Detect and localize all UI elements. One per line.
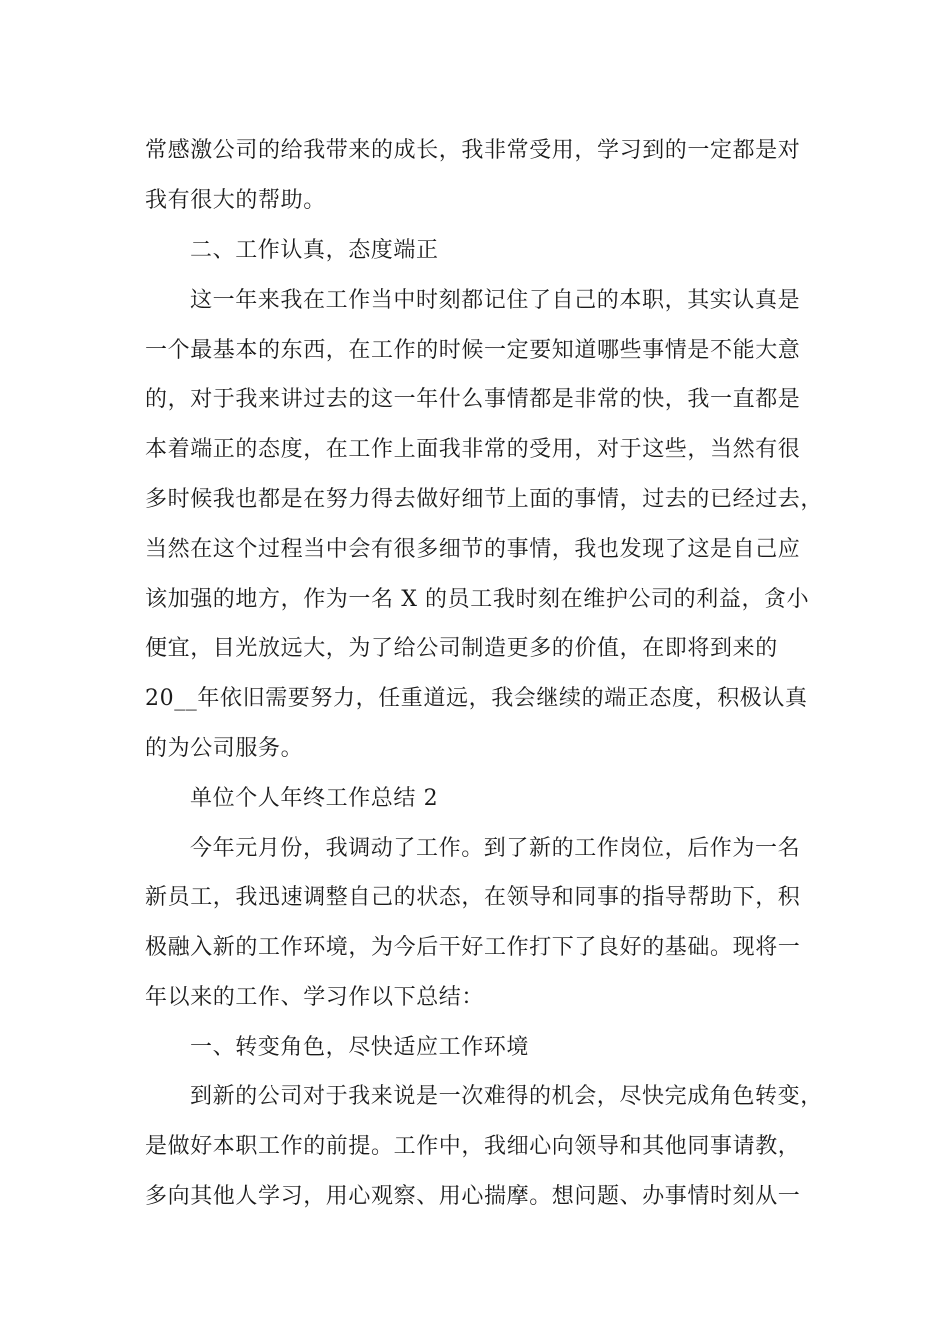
paragraph-line: 到新的公司对于我来说是一次难得的机会，尽快完成角色转变， [190,1084,823,1109]
paragraph-line: 年以来的工作、学习作以下总结： [145,985,485,1010]
paragraph-line: 多时候我也都是在努力得去做好细节上面的事情，过去的已经过去， [145,487,824,512]
paragraph-line: 今年元月份，我调动了工作。到了新的工作岗位，后作为一名 [190,836,801,861]
paragraph-line: 便宜，目光放远大，为了给公司制造更多的价值，在即将到来的 [145,636,778,661]
paragraph-line: 这一年来我在工作当中时刻都记住了自己的本职，其实认真是 [190,288,801,313]
paragraph-line: 的，对于我来讲过去的这一年什么事情都是非常的快，我一直都是 [145,387,801,412]
section-heading: 二、工作认真，态度端正 [190,238,439,263]
paragraph-line: 极融入新的工作环境，为今后干好工作打下了良好的基础。现将一 [145,935,801,960]
paragraph-line: 新员工，我迅速调整自己的状态，在领导和同事的指导帮助下，积 [145,885,801,910]
paragraph-line: 的为公司服务。 [145,736,304,761]
paragraph-line: 一个最基本的东西，在工作的时候一定要知道哪些事情是不能大意 [145,338,801,363]
paragraph-line: 该加强的地方，作为一名 X 的员工我时刻在维护公司的利益，贪小 [145,587,810,612]
paragraph-line: 是做好本职工作的前提。工作中，我细心向领导和其他同事请教， [145,1134,801,1159]
paragraph-line: 当然在这个过程当中会有很多细节的事情，我也发现了这是自己应 [145,537,801,562]
paragraph-line: 多向其他人学习，用心观察、用心揣摩。想问题、办事情时刻从一 [145,1184,801,1209]
section-heading: 一、转变角色，尽快适应工作环境 [190,1035,530,1060]
paragraph-line: 常感激公司的给我带来的成长，我非常受用，学习到的一定都是对 [145,138,801,163]
section-title: 单位个人年终工作总结 2 [190,786,439,811]
paragraph-line: 20__年依旧需要努力，任重道远，我会继续的端正态度，积极认真 [145,686,808,711]
paragraph-line: 我有很大的帮助。 [145,188,326,213]
paragraph-line: 本着端正的态度，在工作上面我非常的受用，对于这些，当然有很 [145,437,801,462]
